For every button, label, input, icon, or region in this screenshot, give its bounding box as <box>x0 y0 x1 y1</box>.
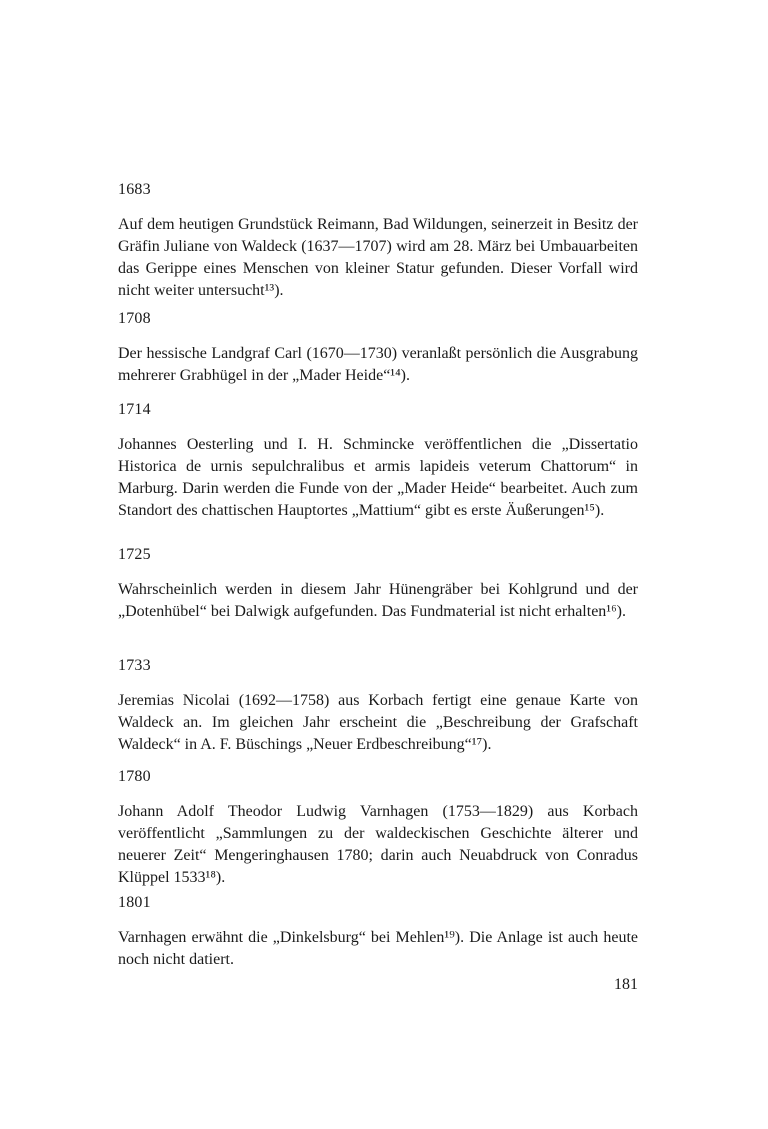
entry-text: Johannes Oesterling und I. H. Schmincke veröffentlichen die „Dissertatio Historica de urnis sepulchralibus et armis lapideis veterum Chattorum“ in Marburg. Darin werden die Funde von der „Mader Heide“ bearbeitet. Auch zum Standort des chattischen Hauptortes „Mattium“ gibt es erste Äußerungen¹⁵). <box>118 436 638 519</box>
chronicle-entry-1714 <box>118 400 638 522</box>
entry-text: Varnhagen erwähnt die „Dinkelsburg“ bei Mehlen¹⁹). Die Anlage ist auch heute noch nicht datiert. <box>118 929 638 968</box>
entry-year: 1780 <box>118 768 151 785</box>
entry-year: 1683 <box>118 181 151 198</box>
entry-year: 1714 <box>118 401 151 418</box>
entry-year: 1708 <box>118 310 151 327</box>
entry-text: Jeremias Nicolai (1692—1758) aus Korbach fertigt eine genaue Karte von Waldeck an. Im gleichen Jahr erscheint die „Beschreibung der Grafschaft Waldeck“ in A. F. Büschings „Neuer Erdbeschreibung“¹⁷). <box>118 692 638 753</box>
entry-text: Johann Adolf Theodor Ludwig Varnhagen (1753—1829) aus Korbach veröffentlicht „Sammlungen zu der waldeckischen Geschichte älterer und neuerer Zeit“ Mengeringhausen 1780; darin auch Neuabdruck von Conradus Klüppel 1533¹⁸). <box>118 803 638 886</box>
entry-text: Auf dem heutigen Grundstück Reimann, Bad Wildungen, seinerzeit in Besitz der Gräfin Juliane von Waldeck (1637—1707) wird am 28. März bei Umbauarbeiten das Gerippe eines Menschen von kleiner Statur gefunden. Dieser Vorfall wird nicht weiter untersucht¹³). <box>118 216 638 299</box>
chronicle-entry-1780 <box>118 767 638 889</box>
document-page <box>118 0 638 1129</box>
page-number: 181 <box>614 976 638 993</box>
chronicle-entry-1801 <box>118 893 638 971</box>
entry-text: Der hessische Landgraf Carl (1670—1730) veranlaßt persönlich die Ausgrabung mehrerer Grabhügel in der „Mader Heide“¹⁴). <box>118 345 638 384</box>
chronicle-entry-1683 <box>118 180 638 302</box>
entry-year: 1733 <box>118 657 151 674</box>
entry-text: Wahrscheinlich werden in diesem Jahr Hünengräber bei Kohlgrund und der „Dotenhübel“ bei Dalwigk aufgefunden. Das Fundmaterial ist nicht erhalten¹⁶). <box>118 581 638 620</box>
entry-year: 1801 <box>118 894 151 911</box>
chronicle-entry-1708 <box>118 309 638 387</box>
chronicle-entry-1733 <box>118 656 638 756</box>
entry-year: 1725 <box>118 546 151 563</box>
chronicle-entry-1725 <box>118 545 638 623</box>
